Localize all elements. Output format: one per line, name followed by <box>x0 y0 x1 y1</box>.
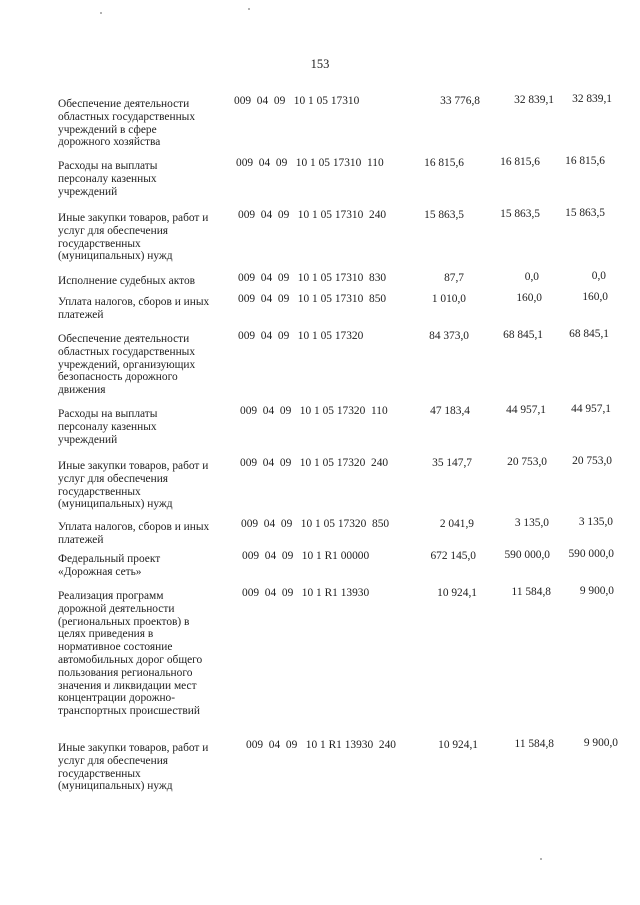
row-name: Расходы на выплаты персоналу казенных учреждений <box>58 408 158 446</box>
row-amount-1: 84 373,0 <box>429 330 469 342</box>
row-code: 009 04 09 10 1 05 17320 110 <box>240 405 388 417</box>
scan-speck <box>100 12 102 14</box>
row-amount-3: 32 839,1 <box>572 93 612 105</box>
row-amount-2: 0,0 <box>524 271 539 283</box>
row-amount-2: 32 839,1 <box>514 94 554 106</box>
row-amount-1: 35 147,7 <box>432 457 472 469</box>
row-amount-2: 11 584,8 <box>514 738 554 750</box>
row-amount-3: 590 000,0 <box>568 548 614 560</box>
row-amount-3: 160,0 <box>582 291 608 303</box>
row-name: Уплата налогов, сборов и иных платежей <box>58 296 210 321</box>
row-amount-3: 0,0 <box>591 270 606 282</box>
row-amount-1: 10 924,1 <box>437 587 477 599</box>
row-amount-2: 160,0 <box>516 292 542 304</box>
row-code: 009 04 09 10 1 R1 00000 <box>242 550 370 562</box>
row-amount-1: 47 183,4 <box>430 405 470 417</box>
row-amount-1: 15 863,5 <box>424 209 464 221</box>
row-amount-3: 20 753,0 <box>572 455 612 467</box>
row-name: Уплата налогов, сборов и иных платежей <box>58 521 210 546</box>
row-name: Обеспечение деятельности областных государственных учреждений в сфере дорожного хозяйства <box>58 98 196 149</box>
row-amount-2: 44 957,1 <box>506 404 546 416</box>
row-name: Реализация программ дорожной деятельности (региональных проектов) в целях приведения в нормативное состояние автомобильных дорог общего пользования регионального значения и ликвидации мест концентрации дорожно- транспортных происшествий <box>58 590 203 718</box>
row-amount-2: 68 845,1 <box>503 329 543 341</box>
row-code: 009 04 09 10 1 05 17310 850 <box>238 293 387 305</box>
row-amount-3: 44 957,1 <box>571 403 611 415</box>
row-amount-2: 16 815,6 <box>500 156 540 168</box>
page-number: 153 <box>310 57 330 71</box>
row-amount-1: 33 776,8 <box>440 95 480 107</box>
row-name: Исполнение судебных актов <box>58 275 196 287</box>
row-name: Расходы на выплаты персоналу казенных учреждений <box>58 160 158 198</box>
row-amount-3: 68 845,1 <box>569 328 609 340</box>
row-name: Иные закупки товаров, работ и услуг для обеспечения государственных (муниципальных) нужд <box>58 212 209 263</box>
row-name: Федеральный проект «Дорожная сеть» <box>58 553 161 578</box>
row-amount-1: 10 924,1 <box>438 739 478 751</box>
row-amount-3: 16 815,6 <box>565 155 605 167</box>
row-amount-1: 1 010,0 <box>431 293 466 305</box>
scan-speck <box>540 858 542 860</box>
row-code: 009 04 09 10 1 R1 13930 <box>242 587 370 599</box>
row-name: Обеспечение деятельности областных государственных учреждений, организующих безопасность дорожного движения <box>58 333 196 397</box>
row-amount-3: 3 135,0 <box>578 516 613 528</box>
row-code: 009 04 09 10 1 05 17320 240 <box>240 457 389 469</box>
scan-speck <box>248 8 250 10</box>
row-amount-2: 11 584,8 <box>511 586 551 598</box>
row-code: 009 04 09 10 1 05 17320 <box>238 330 364 342</box>
row-code: 009 04 09 10 1 05 17310 110 <box>236 157 384 169</box>
row-code: 009 04 09 10 1 05 17320 850 <box>241 518 390 530</box>
row-amount-3: 9 900,0 <box>579 585 614 597</box>
row-amount-2: 15 863,5 <box>500 208 540 220</box>
row-amount-3: 15 863,5 <box>565 207 605 219</box>
row-code: 009 04 09 10 1 05 17310 <box>234 95 360 107</box>
row-amount-1: 16 815,6 <box>424 157 464 169</box>
row-amount-1: 672 145,0 <box>430 550 476 562</box>
row-name: Иные закупки товаров, работ и услуг для обеспечения государственных (муниципальных) нужд <box>58 742 209 793</box>
row-code: 009 04 09 10 1 05 17310 240 <box>238 209 387 221</box>
row-amount-2: 3 135,0 <box>514 517 549 529</box>
row-name: Иные закупки товаров, работ и услуг для обеспечения государственных (муниципальных) нужд <box>58 460 209 511</box>
row-amount-1: 87,7 <box>444 272 464 284</box>
row-code: 009 04 09 10 1 R1 13930 240 <box>246 739 396 751</box>
row-code: 009 04 09 10 1 05 17310 830 <box>238 272 387 284</box>
row-amount-3: 9 900,0 <box>583 737 618 749</box>
row-amount-2: 20 753,0 <box>507 456 547 468</box>
row-amount-1: 2 041,9 <box>439 518 474 530</box>
row-amount-2: 590 000,0 <box>504 549 550 561</box>
